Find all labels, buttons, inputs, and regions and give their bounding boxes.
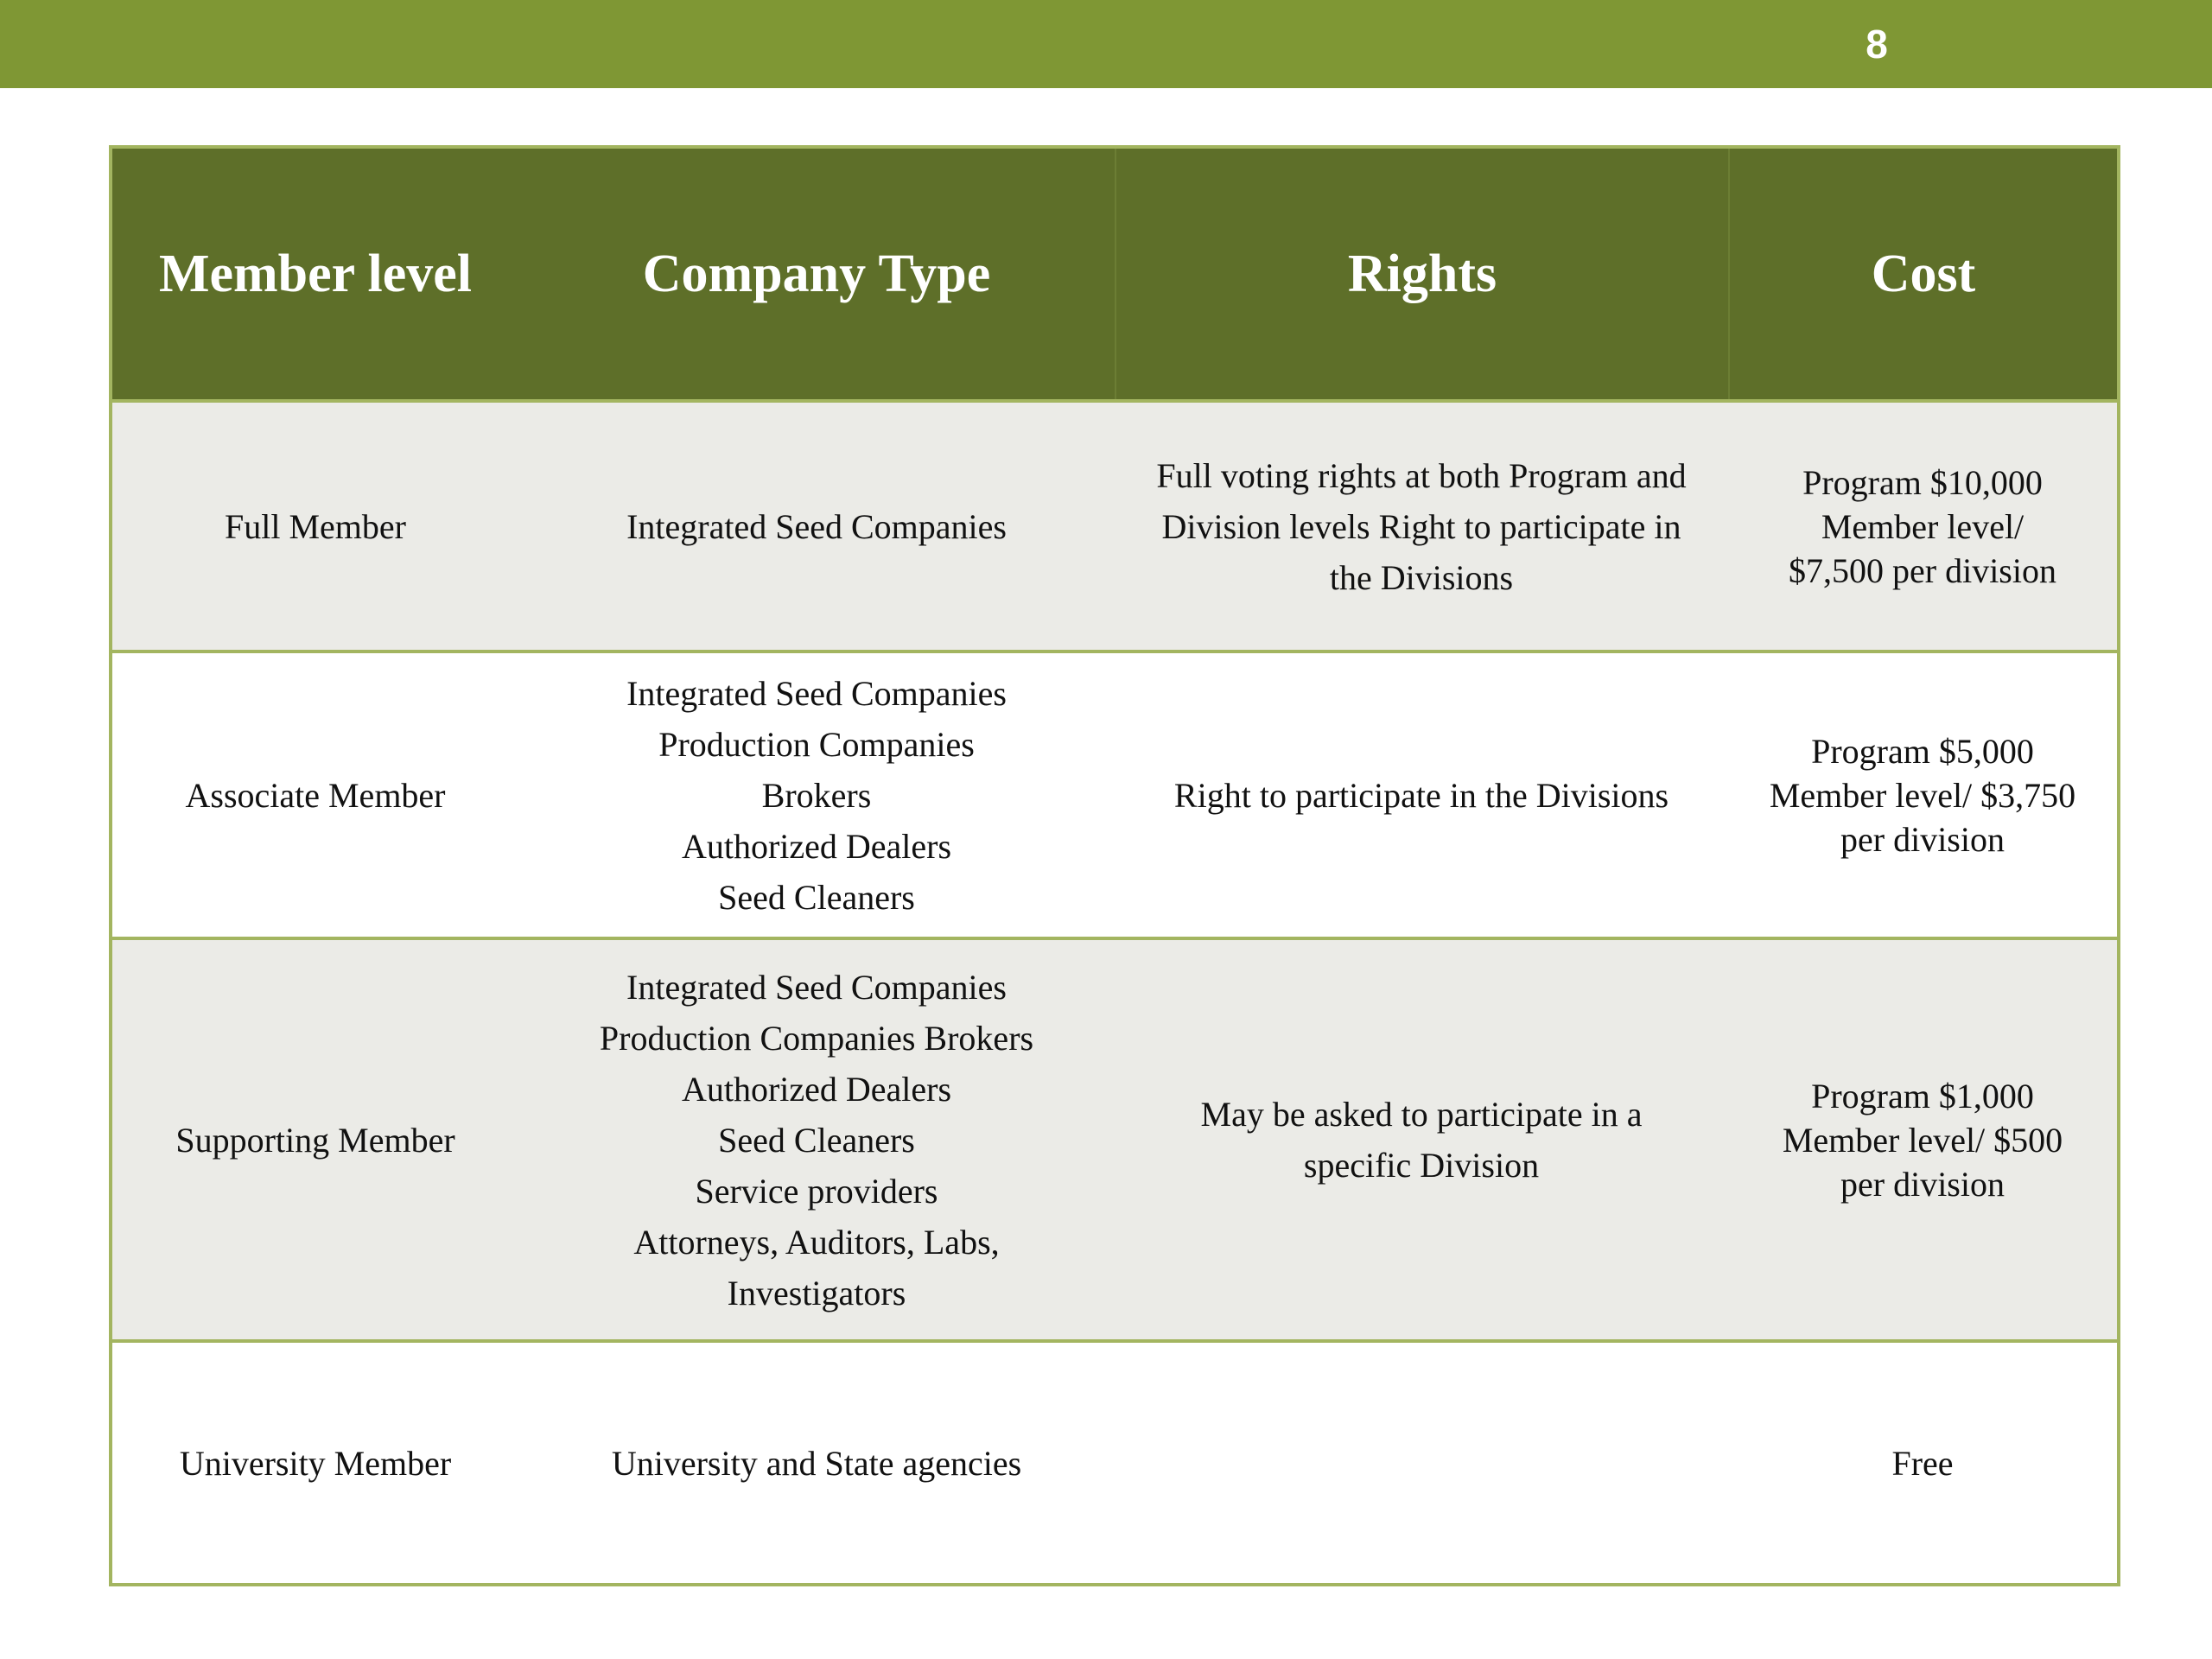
member-level-cell: Full Member [225,506,406,546]
cost-cell: Program $10,000 Member level/ $7,500 per division [1789,462,2056,590]
rights-cell [1115,1343,1728,1583]
cost-cell: Program $1,000 Member level/ $500 per division [1782,1076,2063,1204]
table-row [112,1339,2117,1583]
cost-cell: Program $5,000 Member level/ $3,750 per division [1769,731,2076,859]
table-row [112,399,2117,650]
member-level-cell: University Member [179,1443,452,1483]
company-type-cell: Integrated Seed Companies Production Companies Brokers Authorized Dealers Seed Cleaners [626,673,1007,917]
rights-cell: Right to participate in the Divisions [1173,775,1669,815]
header-cost: Cost [1728,149,2117,399]
member-level-cell: Supporting Member [175,1120,455,1160]
header-member-level: Member level [158,244,473,303]
table-header-row [112,149,2117,399]
company-type-cell: University and State agencies [611,1443,1022,1483]
cost-cell: Free [1891,1443,1954,1483]
top-bar [0,0,2212,88]
member-level-cell: Associate Member [185,775,446,815]
header-rights: Rights [1115,149,1728,399]
rights-cell: May be asked to participate in a specific Division [1200,1095,1643,1185]
page-number: 8 [1866,22,1888,67]
company-type-cell: Integrated Seed Companies [626,506,1007,546]
header-company-type: Company Type [642,244,991,303]
table-row [112,937,2117,1339]
table-row [112,650,2117,937]
company-type-cell: Integrated Seed Companies Production Companies Brokers Authorized Dealers Seed Cleaners Service providers Attorneys, Auditors, Labs, Investigators [599,967,1034,1313]
rights-cell: Full voting rights at both Program and Division levels Right to participate in the Divisions [1156,455,1687,597]
membership-table [109,145,2120,1586]
